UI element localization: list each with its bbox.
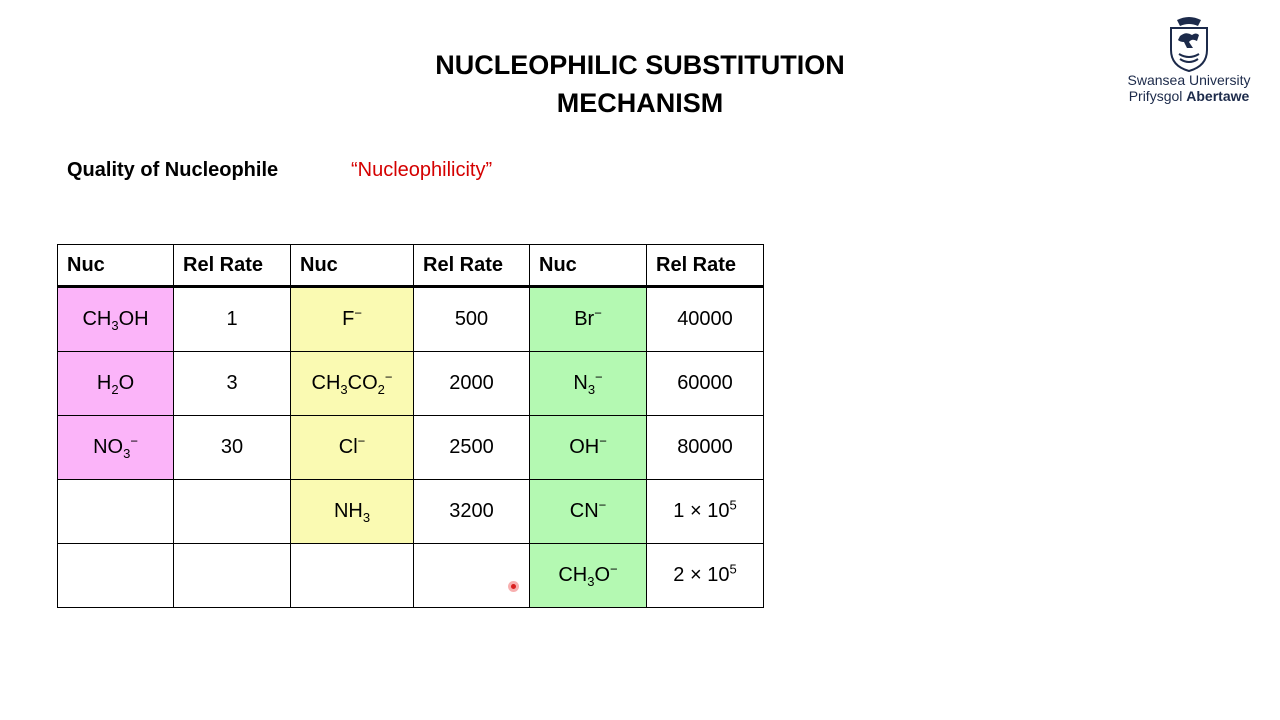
nucleophile-cell [291,544,414,608]
title-line-2: MECHANISM [556,88,724,118]
swansea-crest-icon [1167,14,1211,72]
nucleophile-cell: $N_3^-$ [530,352,647,416]
nucleophile-cell [58,544,174,608]
nucleophile-cell: $CH_3OH$ [58,287,174,352]
table-header-row [58,245,764,287]
nucleophile-cell [58,480,174,544]
nucleophile-cell: $CH_3O^-$ [530,544,647,608]
rel-rate-cell: 30 [174,416,291,480]
rel-rate-cell [174,544,291,608]
nucleophile-cell: CN− [530,480,647,544]
table-row [58,480,764,544]
nucleophile-cell: OH− [530,416,647,480]
university-logo [1112,14,1266,104]
slide-title [340,46,940,122]
rel-rate-cell: 1 [174,287,291,352]
rel-rate-cell: 60000 [647,352,764,416]
table-row [58,352,764,416]
rel-rate-cell: 3200 [414,480,530,544]
nucleophile-cell: $H_2O$ [58,352,174,416]
header-rate-3: Rel Rate [647,245,764,287]
table-row [58,287,764,352]
rel-rate-cell: $1 \times 10^5$ [647,480,764,544]
logo-line-1: Swansea University [1127,72,1251,88]
header-nuc-1: Nuc [58,245,174,287]
rel-rate-cell: 2500 [414,416,530,480]
title-line-1: NUCLEOPHILIC SUBSTITUTION [435,50,845,80]
header-rate-2: Rel Rate [414,245,530,287]
rel-rate-cell [174,480,291,544]
table-row [58,416,764,480]
subheading-quote: “Nucleophilicity” [351,159,493,181]
nucleophilicity-table [57,244,764,608]
subheading-label: Quality of Nucleophile [67,159,279,181]
rel-rate-cell: 80000 [647,416,764,480]
nucleophile-cell: $CH_3CO_2^-$ [291,352,414,416]
table-row [58,544,764,608]
logo-line-2: Prifysgol Abertawe [1128,88,1250,104]
rel-rate-cell: 2000 [414,352,530,416]
rel-rate-cell [414,544,530,608]
rel-rate-cell: 500 [414,287,530,352]
header-rate-1: Rel Rate [174,245,291,287]
nucleophile-cell: F− [291,287,414,352]
nucleophile-cell: $NH_3$ [291,480,414,544]
header-nuc-3: Nuc [530,245,647,287]
rel-rate-cell: $2 \times 10^5$ [647,544,764,608]
rel-rate-cell: 3 [174,352,291,416]
nucleophile-cell: Br− [530,287,647,352]
header-nuc-2: Nuc [291,245,414,287]
nucleophile-cell: $NO_3^-$ [58,416,174,480]
rel-rate-cell: 40000 [647,287,764,352]
laser-pointer-icon [508,581,519,592]
nucleophile-cell: Cl− [291,416,414,480]
